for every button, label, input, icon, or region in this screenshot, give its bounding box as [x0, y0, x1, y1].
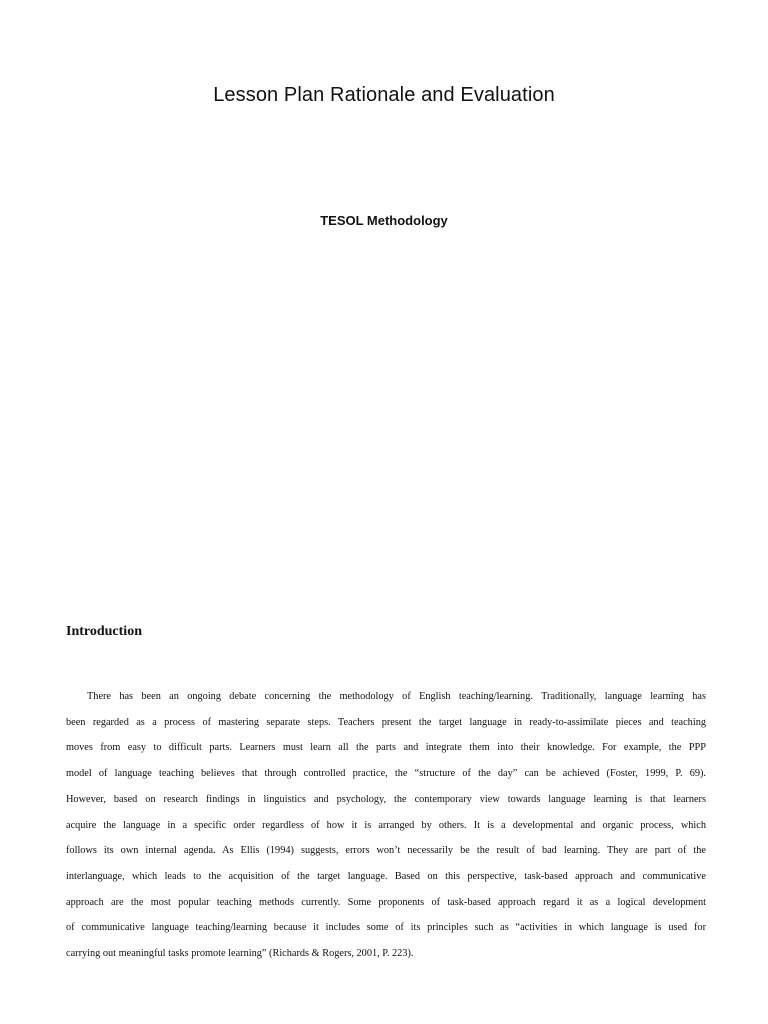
paragraph-line: interlanguage, which leads to the acquisition of the target language. Based on this perspective, task-based approach and communicative — [66, 870, 706, 882]
paragraph-line: of communicative language teaching/learning because it includes some of its principles such as “activities in which language is used for — [66, 922, 706, 934]
paragraph-line: However, based on research findings in linguistics and psychology, the contemporary view towards language learning is that learners — [66, 793, 706, 805]
document-title: Lesson Plan Rationale and Evaluation — [213, 84, 555, 106]
paragraph-line: There has been an ongoing debate concerning the methodology of English teaching/learning. Traditionally, language learning has — [87, 691, 706, 702]
paragraph-line: follows its own internal agenda. As Ellis (1994) suggests, errors won’t necessarily be the result of bad learning. They are part of the — [66, 845, 706, 857]
paragraph-line: model of language teaching believes that through controlled practice, the “structure of the day” can be achieved (Foster, 1999, P. 69). — [66, 768, 706, 780]
paragraph-line: moves from easy to difficult parts. Learners must learn all the parts and integrate them into their knowledge. For example, the PPP — [66, 742, 706, 754]
paragraph-line: acquire the language in a specific order regardless of how it is arranged by others. It is a developmental and organic process, which — [66, 819, 706, 831]
introduction-paragraph — [66, 684, 706, 967]
document-subtitle: TESOL Methodology — [320, 213, 448, 228]
section-heading-introduction: Introduction — [66, 624, 142, 639]
paragraph-line: been regarded as a process of mastering separate steps. Teachers present the target language in ready-to-assimilate pieces and teaching — [66, 716, 706, 728]
paragraph-line: approach are the most popular teaching methods currently. Some proponents of task-based approach regard it as a logical development — [66, 896, 706, 908]
paragraph-line: carrying out meaningful tasks promote learning” (Richards & Rogers, 2001, P. 223). — [66, 948, 414, 960]
